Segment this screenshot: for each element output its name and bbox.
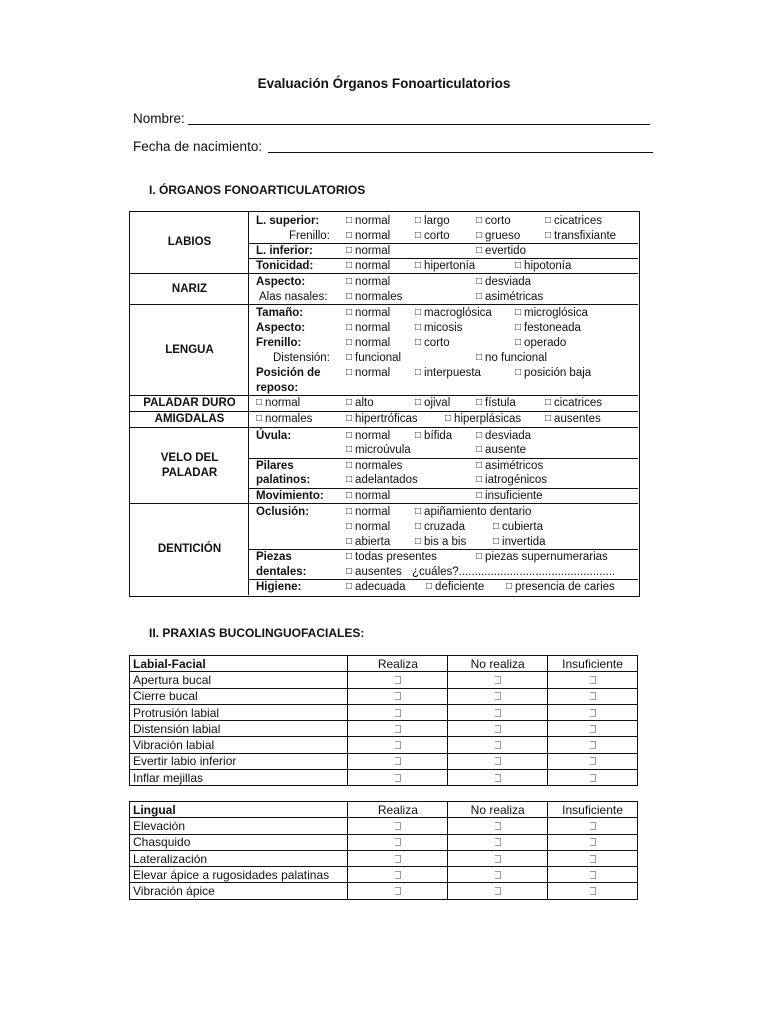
checkbox-paladar-ojival[interactable]: □ ojival bbox=[415, 396, 450, 411]
label-lengua-aspecto: Aspecto: bbox=[256, 322, 306, 334]
checkbox-tamano-macroglosica[interactable]: □ macroglósica bbox=[415, 306, 492, 321]
checkbox-movimiento-normal[interactable]: □ normal bbox=[346, 489, 390, 504]
checkbox-amigdalas-normales[interactable]: □ normales bbox=[256, 412, 312, 427]
checkbox-no-realiza[interactable] bbox=[448, 704, 548, 720]
checkbox-realiza[interactable] bbox=[348, 818, 448, 834]
label-oclusion: Oclusión: bbox=[256, 506, 310, 518]
label-lengua-frenillo: Frenillo: bbox=[256, 337, 302, 349]
checkbox-higiene-adecuada[interactable]: □ adecuada bbox=[346, 580, 406, 595]
label-frenillo-labial: Frenillo: bbox=[289, 230, 330, 242]
table-row bbox=[130, 688, 638, 704]
nombre-label: Nombre: bbox=[133, 111, 185, 126]
label-alas-nasales: Alas nasales: bbox=[259, 291, 328, 303]
checkbox-labio-inf-evertido[interactable]: □ evertido bbox=[476, 244, 526, 259]
checkbox-insuficiente[interactable] bbox=[548, 770, 638, 786]
checkbox-frenillo-normal[interactable]: □ normal bbox=[346, 229, 390, 244]
checkbox-insuficiente[interactable] bbox=[548, 883, 638, 899]
checkbox-no-realiza[interactable] bbox=[448, 834, 548, 850]
checkbox-insuficiente[interactable] bbox=[548, 867, 638, 883]
checkbox-insuficiente[interactable] bbox=[548, 753, 638, 769]
fecha-label: Fecha de nacimiento: bbox=[133, 139, 263, 154]
checkbox-realiza[interactable] bbox=[348, 672, 448, 688]
checkbox-piezas-supernumerarias[interactable]: □ piezas supernumerarias bbox=[476, 550, 608, 565]
label-piezas-2: dentales: bbox=[256, 566, 307, 578]
checkbox-tamano-normal[interactable]: □ normal bbox=[346, 306, 390, 321]
checkbox-oclusion-apinamiento[interactable]: □ apiñamiento dentario bbox=[415, 505, 531, 520]
row-label: Vibración ápice bbox=[130, 883, 348, 899]
category-denticion: DENTICIÓN bbox=[157, 543, 222, 555]
checkbox-no-realiza[interactable] bbox=[448, 867, 548, 883]
category-amigdalas: AMIGDALAS bbox=[154, 413, 225, 425]
checkbox-uvula-microuvula[interactable]: □ microúvula bbox=[346, 443, 411, 458]
row-label: Apertura bucal bbox=[130, 672, 348, 688]
label-piezas-1: Piezas bbox=[256, 551, 292, 563]
checkbox-lengua-frenillo-operado[interactable]: □ operado bbox=[515, 336, 566, 351]
row-label: Elevación bbox=[130, 818, 348, 834]
label-nariz-aspecto: Aspecto: bbox=[256, 276, 306, 288]
checkbox-no-realiza[interactable] bbox=[448, 672, 548, 688]
label-uvula: Úvula: bbox=[256, 430, 292, 442]
col-no-realiza: No realiza bbox=[448, 656, 548, 672]
section-organos-title: I. ÓRGANOS FONOARTICULATORIOS bbox=[149, 183, 366, 197]
checkbox-insuficiente[interactable] bbox=[548, 688, 638, 704]
checkbox-insuficiente[interactable] bbox=[548, 818, 638, 834]
checkbox-realiza[interactable] bbox=[348, 753, 448, 769]
checkbox-piezas-ausentes[interactable]: □ ausentes bbox=[346, 565, 402, 580]
checkbox-lengua-frenillo-corto[interactable]: □ corto bbox=[415, 336, 450, 351]
checkbox-oclusion-normal-2[interactable]: □ normal bbox=[346, 520, 390, 535]
checkbox-realiza[interactable] bbox=[348, 737, 448, 753]
checkbox-paladar-alto[interactable]: □ alto bbox=[346, 396, 374, 411]
checkbox-posicion-interpuesta[interactable]: □ interpuesta bbox=[415, 366, 481, 381]
document-title: Evaluación Órganos Fonoarticulatorios bbox=[257, 76, 511, 91]
category-velo-paladar: VELO DEL PALADAR bbox=[160, 451, 219, 479]
nombre-field[interactable] bbox=[133, 111, 185, 126]
checkbox-no-realiza[interactable] bbox=[448, 721, 548, 737]
checkbox-alas-asimetricas[interactable]: □ asimétricas bbox=[476, 290, 543, 305]
checkbox-realiza[interactable] bbox=[348, 867, 448, 883]
checkbox-oclusion-normal-1[interactable]: □ normal bbox=[346, 505, 390, 520]
checkbox-amigdalas-hiperplasicas[interactable]: □ hiperplásicas bbox=[445, 412, 521, 427]
checkbox-uvula-normal[interactable]: □ normal bbox=[346, 429, 390, 444]
checkbox-higiene-deficiente[interactable]: □ deficiente bbox=[426, 580, 484, 595]
lingual-header: Lingual bbox=[130, 802, 348, 818]
checkbox-frenillo-grueso[interactable]: □ grueso bbox=[476, 229, 520, 244]
row-label: Chasquido bbox=[130, 834, 348, 850]
label-tonicidad: Tonicidad: bbox=[256, 260, 314, 272]
label-pilares-1: Pilares bbox=[256, 460, 294, 472]
table-row bbox=[130, 834, 638, 850]
checkbox-labio-inf-normal[interactable]: □ normal bbox=[346, 244, 390, 259]
checkbox-realiza[interactable] bbox=[348, 704, 448, 720]
checkbox-no-realiza[interactable] bbox=[448, 688, 548, 704]
row-label: Distensión labial bbox=[130, 721, 348, 737]
row-label: Lateralización bbox=[130, 850, 348, 866]
checkbox-no-realiza[interactable] bbox=[448, 753, 548, 769]
checkbox-oclusion-abierta[interactable]: □ abierta bbox=[346, 535, 390, 550]
table-row bbox=[130, 818, 638, 834]
labial-header: Labial-Facial bbox=[130, 656, 348, 672]
checkbox-pilares-adelantados[interactable]: □ adelantados bbox=[346, 473, 418, 488]
checkbox-no-realiza[interactable] bbox=[448, 850, 548, 866]
checkbox-insuficiente[interactable] bbox=[548, 834, 638, 850]
table-row bbox=[130, 672, 638, 688]
table-row bbox=[130, 850, 638, 866]
checkbox-paladar-fistula[interactable]: □ fístula bbox=[476, 396, 516, 411]
checkbox-higiene-caries[interactable]: □ presencia de caries bbox=[506, 580, 615, 595]
checkbox-no-realiza[interactable] bbox=[448, 818, 548, 834]
organos-table bbox=[129, 211, 640, 597]
checkbox-tonicidad-hipertonia[interactable]: □ hipertonía bbox=[415, 259, 475, 274]
checkbox-labio-sup-normal[interactable]: □ normal bbox=[346, 214, 390, 229]
section-praxias-title: II. PRAXIAS BUCOLINGUOFACIALES: bbox=[149, 626, 365, 640]
checkbox-paladar-normal[interactable]: □ normal bbox=[256, 396, 300, 411]
col-realiza: Realiza bbox=[348, 656, 448, 672]
checkbox-uvula-bifida[interactable]: □ bífida bbox=[415, 429, 452, 444]
checkbox-lengua-frenillo-normal[interactable]: □ normal bbox=[346, 336, 390, 351]
checkbox-oclusion-invertida[interactable]: □ invertida bbox=[493, 535, 546, 550]
checkbox-tonicidad-normal[interactable]: □ normal bbox=[346, 259, 390, 274]
checkbox-posicion-normal[interactable]: □ normal bbox=[346, 366, 390, 381]
checkbox-pilares-asimetricos[interactable]: □ asimétricos bbox=[476, 459, 543, 474]
checkbox-realiza[interactable] bbox=[348, 883, 448, 899]
checkbox-uvula-ausente[interactable]: □ ausente bbox=[476, 443, 526, 458]
checkbox-insuficiente[interactable] bbox=[548, 737, 638, 753]
category-lengua: LENGUA bbox=[165, 343, 214, 356]
checkbox-tonicidad-hipotonia[interactable]: □ hipotonía bbox=[515, 259, 571, 274]
checkbox-distension-funcional[interactable]: □ funcional bbox=[346, 351, 401, 366]
checkbox-no-realiza[interactable] bbox=[448, 883, 548, 899]
checkbox-realiza[interactable] bbox=[348, 770, 448, 786]
row-label: Evertir labio inferior bbox=[130, 753, 348, 769]
table-row bbox=[130, 770, 638, 786]
checkbox-no-realiza[interactable] bbox=[448, 770, 548, 786]
row-label: Inflar mejillas bbox=[130, 770, 348, 786]
checkbox-distension-no-funcional[interactable]: □ no funcional bbox=[476, 351, 547, 366]
lingual-table bbox=[129, 801, 638, 900]
checkbox-insuficiente[interactable] bbox=[548, 850, 638, 866]
checkbox-no-realiza[interactable] bbox=[448, 737, 548, 753]
checkbox-posicion-baja[interactable]: □ posición baja bbox=[515, 366, 591, 381]
labial-facial-table bbox=[129, 655, 638, 786]
col-insuficiente: Insuficiente bbox=[548, 802, 638, 818]
checkbox-paladar-cicatrices[interactable]: □ cicatrices bbox=[545, 396, 602, 411]
checkbox-tamano-microglosica[interactable]: □ microglósica bbox=[515, 306, 588, 321]
label-lengua-tamano: Tamaño: bbox=[256, 307, 304, 319]
category-nariz: NARIZ bbox=[171, 282, 208, 295]
table-row bbox=[130, 704, 638, 720]
label-labio-superior: L. superior: bbox=[256, 215, 320, 227]
fecha-line bbox=[268, 152, 653, 153]
col-realiza: Realiza bbox=[348, 802, 448, 818]
checkbox-realiza[interactable] bbox=[348, 688, 448, 704]
checkbox-realiza[interactable] bbox=[348, 850, 448, 866]
checkbox-lengua-aspecto-normal[interactable]: □ normal bbox=[346, 321, 390, 336]
checkbox-alas-normales[interactable]: □ normales bbox=[346, 290, 402, 305]
checkbox-nariz-desviada[interactable]: □ desviada bbox=[476, 275, 531, 290]
label-distension: Distensión: bbox=[273, 352, 330, 364]
checkbox-movimiento-insuficiente[interactable]: □ insuficiente bbox=[476, 489, 543, 504]
checkbox-insuficiente[interactable] bbox=[548, 704, 638, 720]
checkbox-oclusion-cruzada[interactable]: □ cruzada bbox=[415, 520, 465, 535]
category-paladar-duro: PALADAR DURO bbox=[143, 397, 236, 409]
col-insuficiente: Insuficiente bbox=[548, 656, 638, 672]
label-labio-inferior: L. inferior: bbox=[256, 245, 313, 257]
label-posicion-reposo-2: reposo: bbox=[256, 382, 299, 394]
table-row bbox=[130, 753, 638, 769]
label-higiene: Higiene: bbox=[256, 581, 302, 593]
category-labios: LABIOS bbox=[167, 236, 212, 248]
checkbox-uvula-desviada[interactable]: □ desviada bbox=[476, 429, 531, 444]
checkbox-amigdalas-ausentes[interactable]: □ ausentes bbox=[545, 412, 601, 427]
checkbox-labio-sup-corto[interactable]: □ corto bbox=[476, 214, 511, 229]
checkbox-realiza[interactable] bbox=[348, 834, 448, 850]
table-row bbox=[130, 721, 638, 737]
label-movimiento: Movimiento: bbox=[256, 490, 324, 502]
checkbox-frenillo-corto[interactable]: □ corto bbox=[415, 229, 450, 244]
checkbox-oclusion-bis-a-bis[interactable]: □ bis a bis bbox=[415, 535, 466, 550]
checkbox-pilares-iatrogenicos[interactable]: □ iatrogénicos bbox=[476, 473, 547, 488]
checkbox-insuficiente[interactable] bbox=[548, 672, 638, 688]
checkbox-pilares-normales[interactable]: □ normales bbox=[346, 459, 402, 474]
label-pilares-2: palatinos: bbox=[256, 474, 311, 486]
col-no-realiza: No realiza bbox=[448, 802, 548, 818]
checkbox-oclusion-cubierta[interactable]: □ cubierta bbox=[493, 520, 543, 535]
row-label: Cierre bucal bbox=[130, 688, 348, 704]
checkbox-realiza[interactable] bbox=[348, 721, 448, 737]
checkbox-piezas-todas[interactable]: □ todas presentes bbox=[346, 550, 437, 565]
checkbox-insuficiente[interactable] bbox=[548, 721, 638, 737]
checkbox-lengua-festoneada[interactable]: □ festoneada bbox=[515, 321, 581, 336]
checkbox-labio-sup-largo[interactable]: □ largo bbox=[415, 214, 450, 229]
row-label: Vibración labial bbox=[130, 737, 348, 753]
label-posicion-reposo-1: Posición de bbox=[256, 367, 321, 379]
row-label: Elevar ápice a rugosidades palatinas bbox=[130, 867, 348, 883]
nombre-line bbox=[188, 124, 650, 125]
checkbox-nariz-normal[interactable]: □ normal bbox=[346, 275, 390, 290]
table-row bbox=[130, 867, 638, 883]
fecha-field[interactable] bbox=[133, 139, 262, 154]
row-label: Protrusión labial bbox=[130, 704, 348, 720]
table-row bbox=[130, 737, 638, 753]
checkbox-amigdalas-hipertroficas[interactable]: □ hipertróficas bbox=[346, 412, 418, 427]
piezas-cuales-field[interactable]: ¿cuáles?................................................. bbox=[412, 566, 616, 578]
checkbox-lengua-micosis[interactable]: □ micosis bbox=[415, 321, 462, 336]
checkbox-frenillo-transfixiante[interactable]: □ transfixiante bbox=[545, 229, 616, 244]
table-row bbox=[130, 883, 638, 899]
checkbox-labio-sup-cicatrices[interactable]: □ cicatrices bbox=[545, 214, 602, 229]
